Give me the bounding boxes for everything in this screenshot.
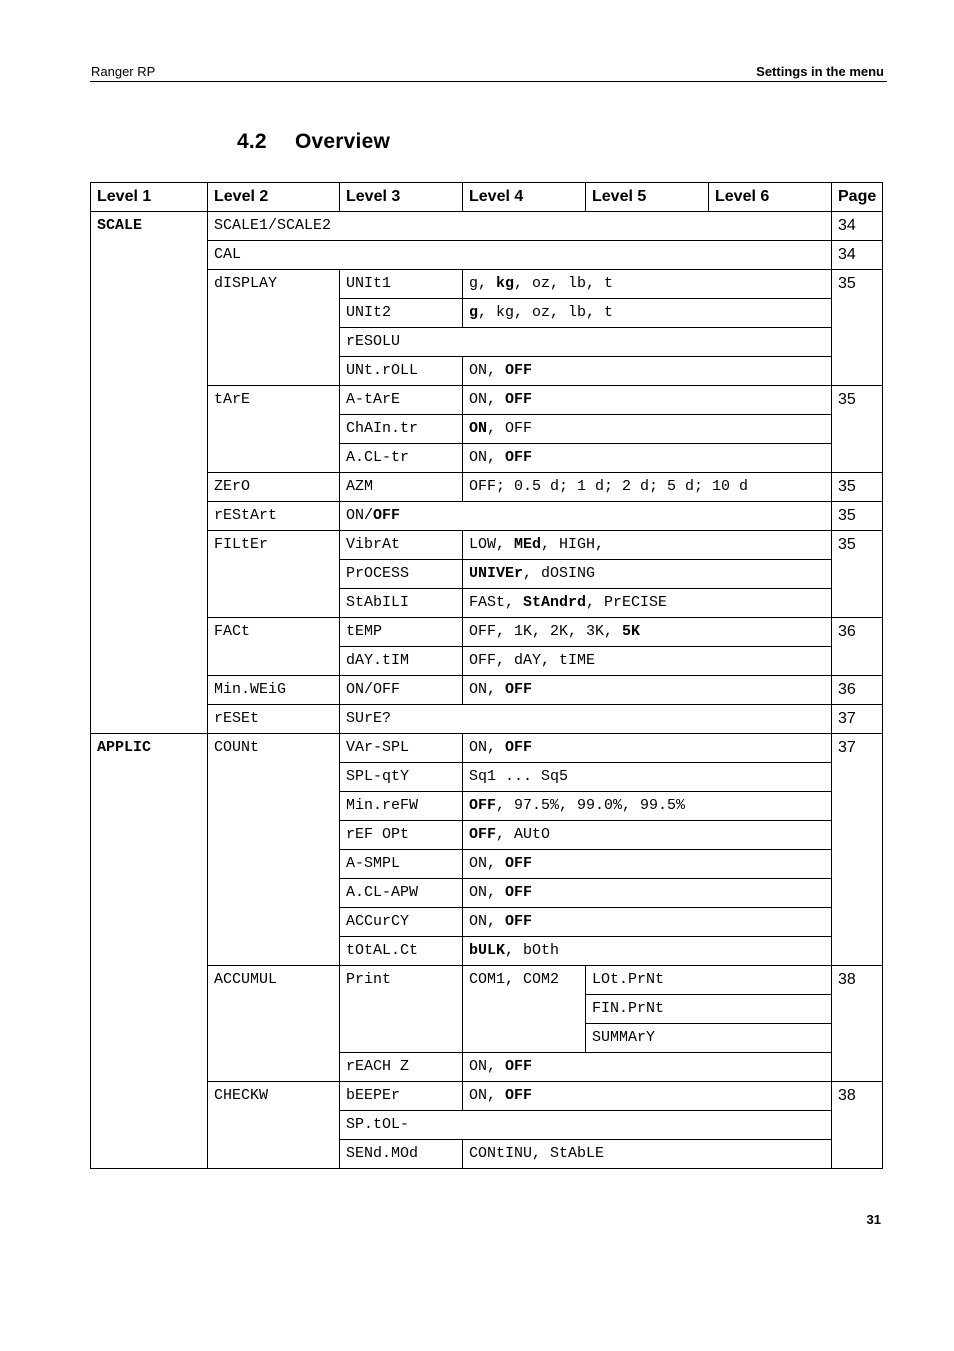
cell: OFF, dAY, tIME xyxy=(463,647,832,676)
cell: LOt.PrNt xyxy=(586,966,832,995)
col-header: Page xyxy=(832,183,883,212)
cell: COM1, COM2 xyxy=(463,966,586,1053)
cell: COUNt xyxy=(208,734,340,966)
cell: ON, OFF xyxy=(463,1082,832,1111)
cell: UNt.rOLL xyxy=(340,357,463,386)
table-header-row xyxy=(91,183,883,212)
cell: PrOCESS xyxy=(340,560,463,589)
header-rule xyxy=(90,81,887,82)
page-ref: 35 xyxy=(832,531,883,618)
cell: Min.WEiG xyxy=(208,676,340,705)
cell: LOW, MEd, HIGH, xyxy=(463,531,832,560)
page-ref: 34 xyxy=(832,241,883,270)
cell: rEF OPt xyxy=(340,821,463,850)
cell: OFF; 0.5 d; 1 d; 2 d; 5 d; 10 d xyxy=(463,473,832,502)
table-row xyxy=(91,386,883,415)
table-row xyxy=(91,734,883,763)
cell: UNIt1 xyxy=(340,270,463,299)
cell: dAY.tIM xyxy=(340,647,463,676)
cell: FIN.PrNt xyxy=(586,995,832,1024)
level1-applic: APPLIC xyxy=(91,734,208,1169)
cell: ACCUMUL xyxy=(208,966,340,1082)
level1-scale: SCALE xyxy=(91,212,208,734)
cell: tOtAL.Ct xyxy=(340,937,463,966)
page-ref: 34 xyxy=(832,212,883,241)
cell: UNIt2 xyxy=(340,299,463,328)
cell: dISPLAY xyxy=(208,270,340,386)
page-ref: 37 xyxy=(832,734,883,966)
cell: OFF, AUtO xyxy=(463,821,832,850)
cell: rEStArt xyxy=(208,502,340,531)
cell: A-SMPL xyxy=(340,850,463,879)
cell: ON, OFF xyxy=(463,415,832,444)
cell: ON, OFF xyxy=(463,386,832,415)
table-row xyxy=(91,1082,883,1111)
page-ref: 36 xyxy=(832,676,883,705)
cell: UNIVEr, dOSING xyxy=(463,560,832,589)
cell: OFF, 97.5%, 99.0%, 99.5% xyxy=(463,792,832,821)
cell: ON, OFF xyxy=(463,850,832,879)
header-right: Settings in the menu xyxy=(756,64,884,79)
page-ref: 35 xyxy=(832,502,883,531)
cell: Sq1 ... Sq5 xyxy=(463,763,832,792)
table-row xyxy=(91,212,883,241)
cell: bEEPEr xyxy=(340,1082,463,1111)
cell: StAbILI xyxy=(340,589,463,618)
cell: rESEt xyxy=(208,705,340,734)
table-row xyxy=(91,473,883,502)
cell: VAr-SPL xyxy=(340,734,463,763)
cell: SUrE? xyxy=(340,705,832,734)
cell: ON, OFF xyxy=(463,908,832,937)
cell: g, kg, oz, lb, t xyxy=(463,270,832,299)
col-header: Level 4 xyxy=(463,183,586,212)
cell: SENd.MOd xyxy=(340,1140,463,1169)
col-header: Level 5 xyxy=(586,183,709,212)
cell: FACt xyxy=(208,618,340,676)
cell: Print xyxy=(340,966,463,1053)
cell: A.CL-tr xyxy=(340,444,463,473)
cell: SPL-qtY xyxy=(340,763,463,792)
cell: Min.reFW xyxy=(340,792,463,821)
cell: ON, OFF xyxy=(463,444,832,473)
cell: A.CL-APW xyxy=(340,879,463,908)
cell: bULK, bOth xyxy=(463,937,832,966)
cell: CONtINU, StAbLE xyxy=(463,1140,832,1169)
cell: ChAIn.tr xyxy=(340,415,463,444)
page-ref: 35 xyxy=(832,270,883,386)
page-ref: 38 xyxy=(832,1082,883,1169)
cell: ON/OFF xyxy=(340,502,832,531)
page-ref: 36 xyxy=(832,618,883,676)
section-title-text: Overview xyxy=(295,130,390,153)
cell: FASt, StAndrd, PrECISE xyxy=(463,589,832,618)
section-number: 4.2 xyxy=(237,130,267,153)
cell: ACCurCY xyxy=(340,908,463,937)
cell: SUMMArY xyxy=(586,1024,832,1053)
cell: ON, OFF xyxy=(463,879,832,908)
table-row xyxy=(91,270,883,299)
cell: CHECKW xyxy=(208,1082,340,1169)
col-header: Level 1 xyxy=(91,183,208,212)
cell: SCALE1/SCALE2 xyxy=(208,212,832,241)
section-title xyxy=(237,130,390,154)
cell: ON, OFF xyxy=(463,676,832,705)
cell: rESOLU xyxy=(340,328,832,357)
cell: rEACH Z xyxy=(340,1053,463,1082)
table-row xyxy=(91,966,883,995)
cell: AZM xyxy=(340,473,463,502)
cell: g, kg, oz, lb, t xyxy=(463,299,832,328)
cell: ON/OFF xyxy=(340,676,463,705)
table-row xyxy=(91,531,883,560)
cell: ON, OFF xyxy=(463,734,832,763)
col-header: Level 2 xyxy=(208,183,340,212)
page-ref: 35 xyxy=(832,386,883,473)
cell: OFF, 1K, 2K, 3K, 5K xyxy=(463,618,832,647)
cell: SP.tOL- xyxy=(340,1111,832,1140)
cell: CAL xyxy=(208,241,832,270)
page-number: 31 xyxy=(866,1212,881,1227)
table-row xyxy=(91,241,883,270)
cell: ON, OFF xyxy=(463,1053,832,1082)
cell: ON, OFF xyxy=(463,357,832,386)
page-ref: 35 xyxy=(832,473,883,502)
cell: ZErO xyxy=(208,473,340,502)
col-header: Level 3 xyxy=(340,183,463,212)
cell: VibrAt xyxy=(340,531,463,560)
table-row xyxy=(91,618,883,647)
table-row xyxy=(91,705,883,734)
table-row xyxy=(91,502,883,531)
table-row xyxy=(91,676,883,705)
page-ref: 37 xyxy=(832,705,883,734)
page-ref: 38 xyxy=(832,966,883,1082)
header-left: Ranger RP xyxy=(91,64,156,79)
overview-table xyxy=(90,182,883,1169)
cell: tArE xyxy=(208,386,340,473)
cell: tEMP xyxy=(340,618,463,647)
cell: FILtEr xyxy=(208,531,340,618)
col-header: Level 6 xyxy=(709,183,832,212)
cell: A-tArE xyxy=(340,386,463,415)
